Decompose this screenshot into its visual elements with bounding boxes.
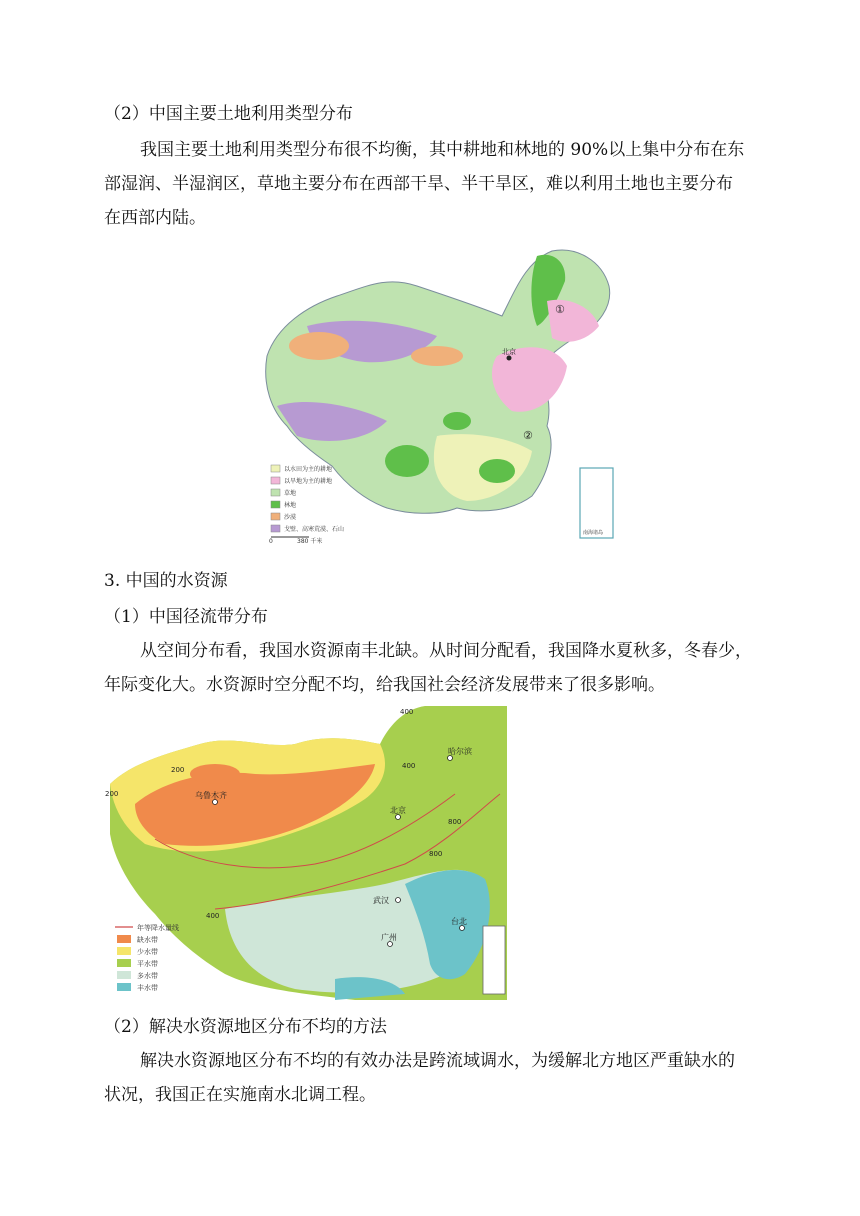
paragraph-line: 我国主要土地利用类型分布很不均衡，其中耕地和林地的 90%以上集中分布在东 — [140, 140, 745, 160]
isoline-label: 400 — [402, 762, 416, 770]
svg-text:戈壁、高寒荒漠、石山: 戈壁、高寒荒漠、石山 — [284, 526, 345, 533]
paragraph-line: 从空间分布看，我国水资源南丰北缺。从时间分配看，我国降水夏秋多，冬春少， — [140, 641, 752, 661]
svg-text:平水带: 平水带 — [137, 960, 158, 968]
svg-text:林地: 林地 — [284, 502, 297, 509]
runoff-zone-map — [105, 704, 507, 1000]
isoline-label: 400 — [206, 912, 220, 920]
city-beijing-label: 北京 — [390, 806, 406, 815]
paragraph-line: 年际变化大。水资源时空分配不均，给我国社会经济发展带来了很多影响。 — [104, 675, 665, 695]
inset-label: 南海诸岛 — [583, 530, 604, 536]
isoline-label: 200 — [171, 766, 185, 774]
paragraph-line: 解决水资源地区分布不均的有效办法是跨流域调水，为缓解北方地区严重缺水的 — [140, 1051, 735, 1071]
city-urumqi-label: 乌鲁木齐 — [195, 791, 227, 800]
marker-2: ② — [523, 429, 533, 442]
svg-text:以旱地为主的耕地: 以旱地为主的耕地 — [284, 478, 333, 485]
south-china-sea-inset — [580, 468, 613, 538]
isoline-label: 800 — [429, 850, 443, 858]
section-heading-water: 3. 中国的水资源 — [104, 571, 228, 591]
city-beijing-label: 北京 — [502, 348, 516, 356]
city-taipei-label: 台北 — [451, 917, 467, 926]
isoline-label: 400 — [400, 708, 414, 716]
marker-1: ① — [555, 303, 565, 316]
city-harbin-label: 哈尔滨 — [448, 747, 472, 756]
section-heading-solution: （2）解决水资源地区分布不均的方法 — [104, 1017, 387, 1037]
svg-text:少水带: 少水带 — [137, 948, 158, 956]
city-guangzhou-label: 广州 — [381, 933, 397, 942]
isoline-label: 800 — [448, 818, 462, 826]
svg-text:380 千米: 380 千米 — [297, 538, 323, 544]
section-heading-land-use: （2）中国主要土地利用类型分布 — [104, 104, 353, 124]
svg-text:年等降水量线: 年等降水量线 — [137, 924, 179, 932]
svg-text:0: 0 — [269, 538, 273, 544]
svg-text:以水田为主的耕地: 以水田为主的耕地 — [284, 466, 333, 473]
svg-text:草地: 草地 — [284, 490, 297, 497]
paragraph-line: 部湿润、半湿润区，草地主要分布在西部干旱、半干旱区，难以利用土地也主要分布 — [104, 174, 733, 194]
svg-text:多水带: 多水带 — [137, 972, 158, 980]
land-use-map — [247, 246, 617, 544]
svg-text:丰水带: 丰水带 — [137, 984, 158, 992]
isoline-label: 200 — [105, 790, 119, 798]
city-wuhan-label: 武汉 — [373, 896, 389, 905]
section-heading-runoff: （1）中国径流带分布 — [104, 607, 268, 627]
paragraph-line: 状况，我国正在实施南水北调工程。 — [104, 1085, 376, 1105]
south-china-sea-inset — [483, 926, 505, 994]
paragraph-line: 在西部内陆。 — [104, 208, 206, 228]
svg-text:缺水带: 缺水带 — [137, 936, 158, 944]
svg-text:沙漠: 沙漠 — [284, 514, 297, 521]
